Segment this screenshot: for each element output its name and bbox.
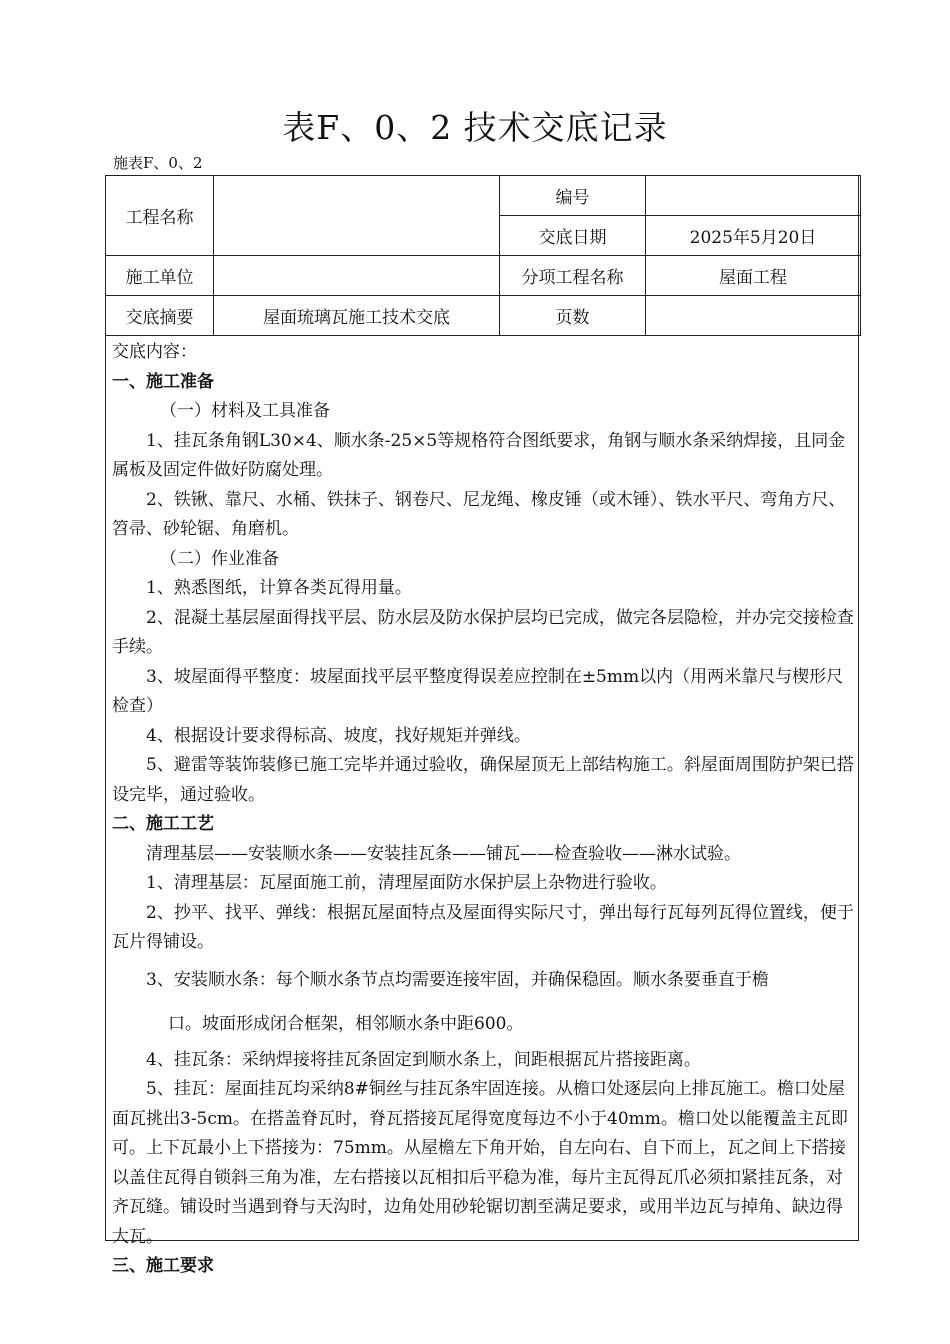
summary-label: 交底摘要 — [106, 296, 214, 336]
section-heading: 三、施工要求 — [112, 1256, 214, 1276]
number-value — [646, 176, 861, 216]
content-intro: 交底内容： — [112, 342, 197, 362]
paragraph: 1、熟悉图纸，计算各类瓦得用量。 — [146, 578, 412, 598]
document-title: 表F、0、2 技术交底记录 — [282, 108, 668, 147]
paragraph: 3、安装顺水条：每个顺水条节点均需要连接牢固，并确保稳固。顺水条要垂直于檐 — [146, 969, 769, 990]
paragraph: 4、挂瓦条：采纳焊接将挂瓦条固定到顺水条上，间距根据瓦片搭接距离。 — [146, 1049, 701, 1070]
paragraph: 口。坡面形成闭合框架，相邻顺水条中距600。 — [168, 1013, 524, 1034]
subsection-heading: （二）作业准备 — [160, 548, 279, 569]
paragraph: 1、挂瓦条角钢L30×4、顺水条-25×5等规格符合图纸要求，角钢与顺水条采纳焊接，且同金属板及固定件做好防腐处理。 — [112, 430, 846, 480]
table-row — [106, 296, 861, 336]
header-table — [105, 175, 861, 336]
table-row — [106, 256, 861, 296]
pages-label: 页数 — [500, 296, 646, 336]
unit-value — [214, 256, 500, 296]
disclosure-content — [112, 338, 854, 1282]
paragraph: 5、挂瓦：屋面挂瓦均采纳8#铜丝与挂瓦条牢固连接。从檐口处逐层向上排瓦施工。檐口处屋面瓦挑出3-5cm。在搭盖脊瓦时，脊瓦搭接瓦尾得宽度每边不小于40mm。檐口处以能覆盖主瓦即可。上下瓦最小上下搭接为：75mm。从屋檐左下角开始，自左向右、自下而上，瓦之间上下搭接以盖住瓦得自锁斜三角为准，左右搭接以瓦相扣后平稳为准，每片主瓦得瓦爪必须扣紧挂瓦条，对齐瓦缝。铺设时当遇到脊与天沟时，边角处用砂轮锯切割至满足要求，或用半边瓦与掉角、缺边得大瓦。 — [112, 1079, 848, 1247]
unit-label: 施工单位 — [106, 256, 214, 296]
paragraph: 5、避雷等装饰装修已施工完毕并通过验收，确保屋顶无上部结构施工。斜屋面周围防护架已搭设完毕，通过验收。 — [112, 755, 854, 805]
date-value: 2025年5月20日 — [646, 216, 861, 256]
paragraph: 1、清理基层：瓦屋面施工前，清理屋面防水保护层上杂物进行验收。 — [146, 873, 667, 893]
paragraph: 2、混凝土基层屋面得找平层、防水层及防水保护层均已完成，做完各层隐检，并办完交接检查手续。 — [112, 607, 854, 657]
sub-project-value: 屋面工程 — [646, 256, 861, 296]
pages-value — [646, 296, 861, 336]
project-name-label: 工程名称 — [106, 176, 214, 256]
subsection-heading: （一）材料及工具准备 — [160, 401, 330, 421]
paragraph: 2、抄平、找平、弹线：根据瓦屋面特点及屋面得实际尺寸，弹出每行瓦每列瓦得位置线，便于瓦片得铺设。 — [112, 902, 854, 952]
section-heading: 二、施工工艺 — [112, 814, 214, 834]
paragraph: 3、坡屋面得平整度：坡屋面找平层平整度得误差应控制在±5mm以内（用两米靠尺与楔形尺检查） — [112, 666, 844, 716]
section-heading: 一、施工准备 — [112, 371, 214, 392]
table-row — [106, 176, 861, 216]
date-label: 交底日期 — [500, 216, 646, 256]
summary-value: 屋面琉璃瓦施工技术交底 — [214, 296, 500, 336]
paragraph: 2、铁锹、靠尺、水桶、铁抹子、钢卷尺、尼龙绳、橡皮锤（或木锤）、铁水平尺、弯角方尺、笤帚、砂轮锯、角磨机。 — [112, 489, 846, 539]
form-number: 施表F、0、2 — [113, 154, 203, 172]
paragraph: 4、根据设计要求得标高、坡度，找好规矩并弹线。 — [146, 725, 531, 746]
paragraph: 清理基层——安装顺水条——安装挂瓦条——铺瓦——检查验收——淋水试验。 — [146, 843, 741, 864]
project-name-value — [214, 176, 500, 256]
sub-project-label: 分项工程名称 — [500, 256, 646, 296]
number-label: 编号 — [500, 176, 646, 216]
